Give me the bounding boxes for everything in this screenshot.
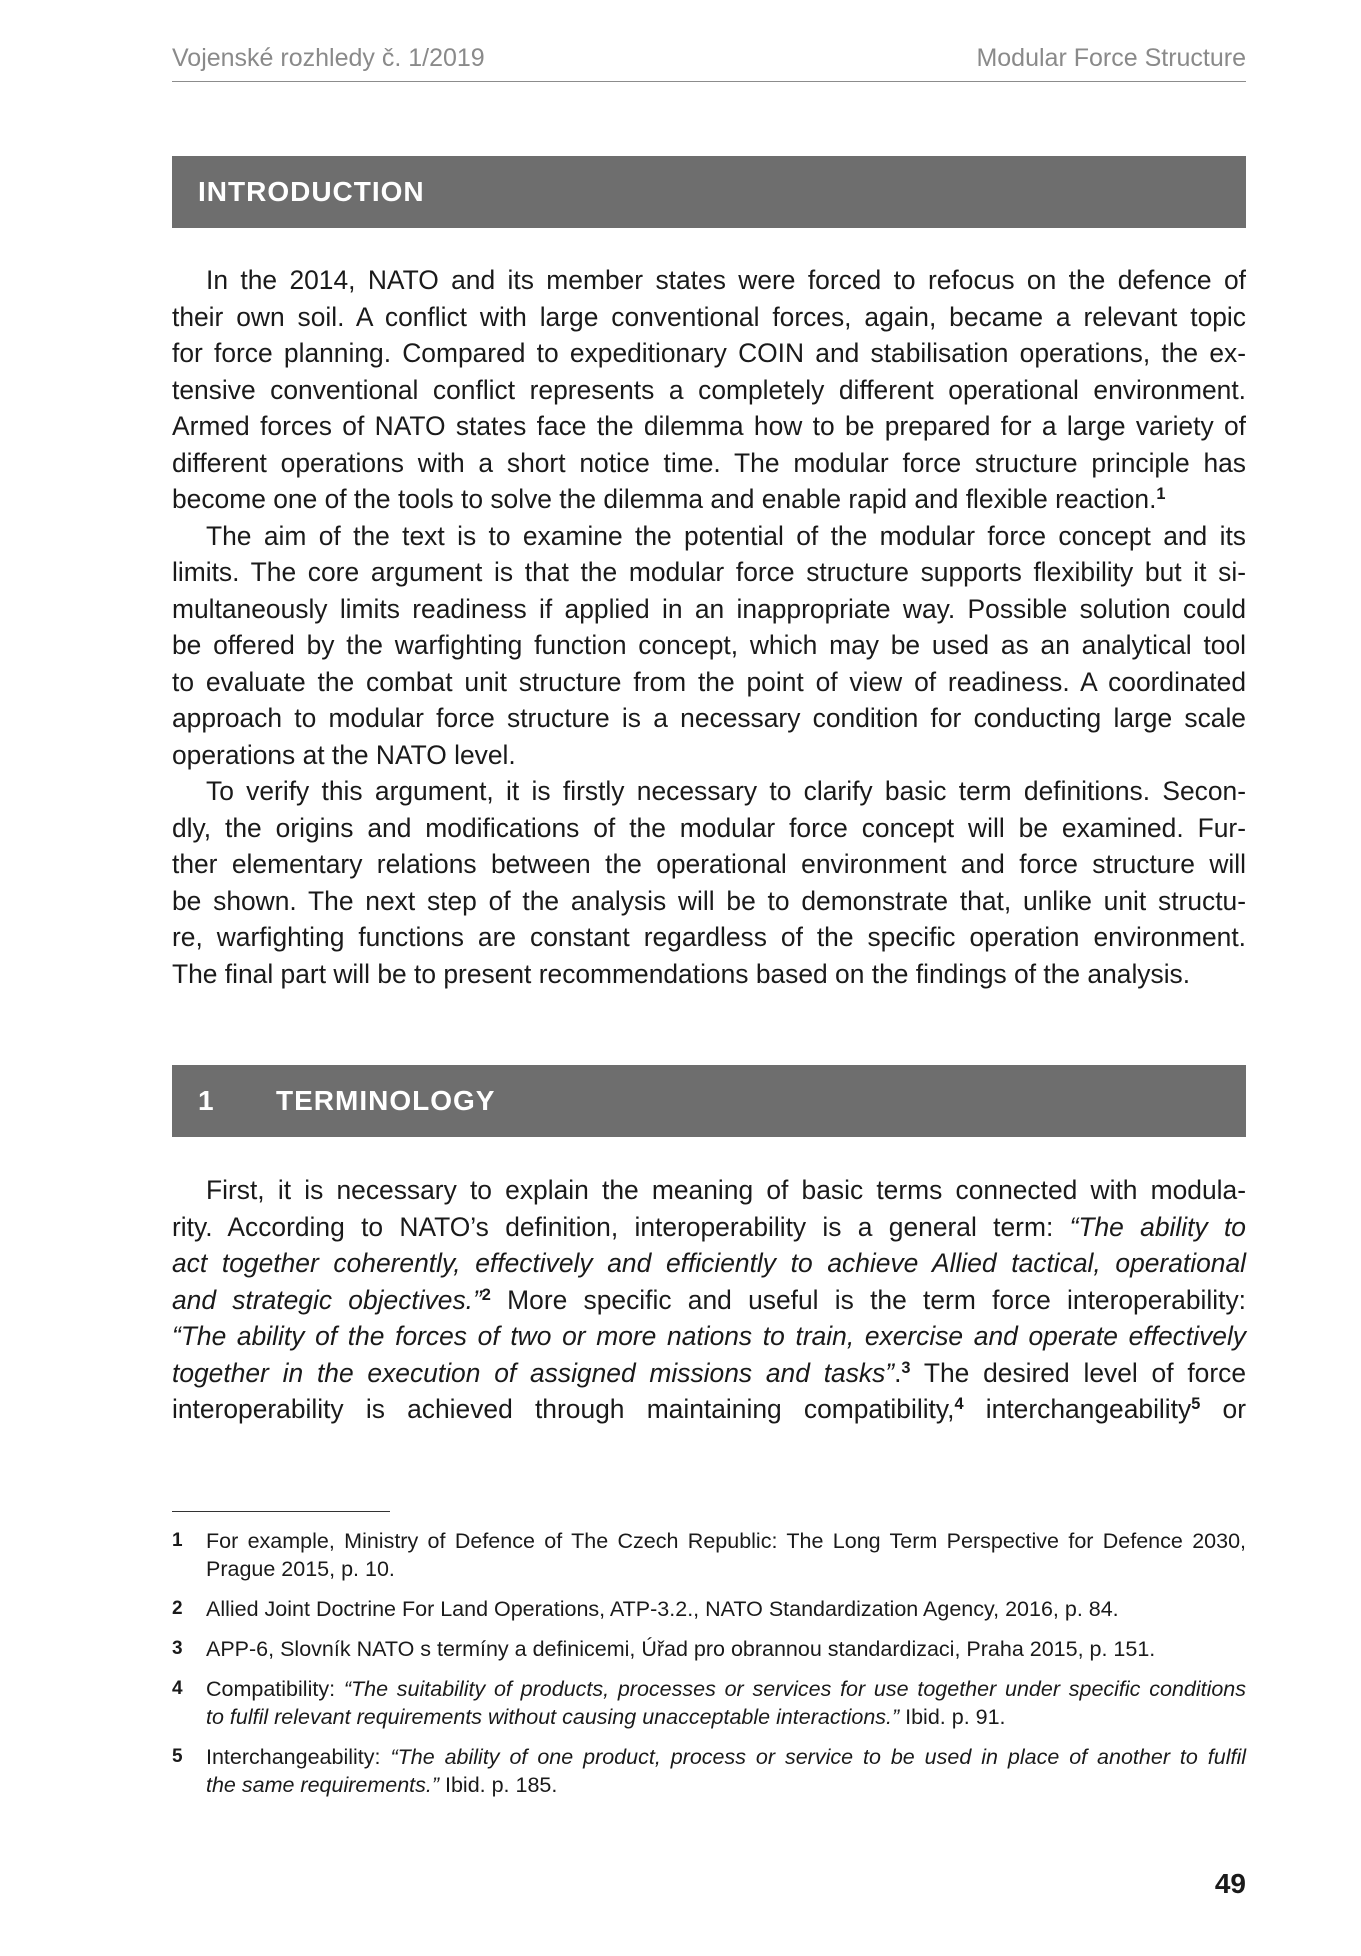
footnote-ref[interactable]: 4 (954, 1395, 964, 1413)
quote-text: together in the execution of assigned missions and tasks” (172, 1357, 895, 1388)
footnote-text (206, 1743, 1246, 1771)
paragraph-text: interchangeability (963, 1394, 1192, 1424)
article-short-title: Modular Force Structure (976, 44, 1246, 72)
footnote-3 (172, 1635, 1246, 1663)
footnote-number: 1 (172, 1530, 183, 1551)
introduction-body (172, 262, 1246, 992)
footnote-quote: the same requirements.” (206, 1773, 440, 1797)
paragraph-line (172, 1209, 1246, 1246)
paragraph-text: The desired level of force (910, 1357, 1246, 1388)
footnote-number: 2 (172, 1598, 183, 1619)
paragraph-line: be offered by the warfighting function concept, which may be used as an analytical tool (172, 630, 1246, 660)
footnote-ref[interactable]: 2 (481, 1285, 491, 1304)
paragraph-text: interoperability is achieved through maintaining compatibility, (172, 1394, 955, 1424)
paragraph-text: become one of the tools to solve the dilemma and enable rapid and flexible reaction. (172, 484, 1157, 514)
section-heading-terminology (172, 1065, 1246, 1137)
footnote-text: Prague 2015, p. 10. (206, 1557, 395, 1581)
footnote-separator (172, 1511, 390, 1512)
section-number: 1 (198, 1085, 215, 1116)
paragraph-text: More specific and useful is the term force interoperability: (490, 1284, 1246, 1315)
footnote-quote: to fulfil relevant requirements without causing unacceptable interactions.” (206, 1705, 900, 1729)
paragraph-line: to evaluate the combat unit structure from the point of view of readiness. A coordinated (172, 666, 1246, 697)
footnote-text (206, 1771, 1246, 1799)
footnote-label: Interchangeability: (206, 1745, 391, 1769)
footnote-1 (172, 1527, 1246, 1583)
quote-text: and strategic objectives.” (172, 1284, 482, 1315)
paragraph-line (172, 1245, 1246, 1282)
footnote-2 (172, 1595, 1246, 1623)
paragraph-text: rity. According to NATO’s definition, interoperability is a general term: (172, 1211, 1070, 1242)
paragraph-line: operations at the NATO level. (172, 739, 516, 770)
paragraph-line: limits. The core argument is that the modular force structure supports flexibility but it si- (172, 557, 1246, 587)
paragraph-line (172, 481, 1246, 518)
paragraph-line: approach to modular force structure is a necessary condition for conducting large scale (172, 703, 1246, 733)
journal-issue: Vojenské rozhledy č. 1/2019 (172, 44, 485, 72)
footnote-label: Compatibility: (206, 1677, 344, 1701)
section-title: TERMINOLOGY (276, 1085, 496, 1116)
paragraph-line: multaneously limits readiness if applied in an inappropriate way. Possible solution could (172, 593, 1246, 624)
quote-text: “The ability to (1069, 1211, 1246, 1242)
footnote-5 (172, 1743, 1246, 1799)
footnote-number: 5 (172, 1746, 183, 1767)
footnote-text (206, 1703, 1246, 1731)
footnote-text (206, 1675, 1246, 1703)
paragraph-line: First, it is necessary to explain the meaning of basic terms connected with modula- (206, 1175, 1246, 1205)
footnote-text: Allied Joint Doctrine For Land Operations, ATP-3.2., NATO Standardization Agency, 2016, p. 84. (206, 1597, 1119, 1621)
paragraph-line: different operations with a short notice time. The modular force structure principle has (172, 447, 1246, 478)
footnote-source: Ibid. p. 185. (439, 1773, 558, 1797)
footnote-text: For example, Ministry of Defence of The Czech Republic: The Long Term Perspective for Defence 2030, (206, 1529, 1246, 1553)
paragraph-line: To verify this argument, it is firstly necessary to clarify basic term definitions. Secon- (206, 776, 1246, 806)
paragraph-line: In the 2014, NATO and its member states were forced to refocus on the defence of (206, 265, 1246, 295)
paragraph-line: tensive conventional conflict represents a completely different operational environment. (172, 374, 1246, 405)
page-number: 49 (1214, 1868, 1246, 1899)
paragraph-line: for force planning. Compared to expeditionary COIN and stabilisation operations, the ex- (172, 338, 1246, 368)
paragraph-line: Armed forces of NATO states face the dilemma how to be prepared for a large variety of (172, 411, 1246, 441)
paragraph-line (172, 1355, 1246, 1392)
terminology-body (172, 1172, 1246, 1428)
paragraph-line (172, 1282, 1246, 1319)
paragraph-line: The aim of the text is to examine the potential of the modular force concept and its (206, 520, 1246, 551)
footnote-text: APP-6, Slovník NATO s termíny a definicemi, Úřad pro obrannou standardizaci, Praha 2015, p. 151. (206, 1637, 1156, 1661)
footnote-ref[interactable]: 5 (1191, 1395, 1201, 1413)
footnote-ref[interactable]: 1 (1156, 485, 1166, 503)
footnote-number: 3 (172, 1638, 183, 1659)
paragraph-line: The final part will be to present recommendations based on the findings of the analysis. (172, 958, 1191, 989)
footnote-ref[interactable]: 3 (901, 1358, 911, 1377)
running-header (172, 44, 1246, 82)
quote-text: “The ability of the forces of two or more nations to train, exercise and operate effectively (172, 1321, 1246, 1351)
paragraph-line: re, warfighting functions are constant regardless of the specific operation environment. (172, 922, 1246, 952)
section-heading-introduction (172, 156, 1246, 228)
footnote-source: Ibid. p. 91. (899, 1705, 1006, 1729)
paragraph-line: their own soil. A conflict with large conventional forces, again, became a relevant topic (172, 301, 1246, 332)
paragraph-text: . (894, 1357, 902, 1388)
paragraph-line: dly, the origins and modifications of the modular force concept will be examined. Fur- (172, 812, 1246, 843)
paragraph-line (172, 1318, 1246, 1355)
paragraph-line: be shown. The next step of the analysis will be to demonstrate that, unlike unit structu- (172, 885, 1246, 916)
paragraph-text: or (1200, 1394, 1246, 1424)
quote-text: act together coherently, effectively and efficiently to achieve Allied tactical, operational (172, 1248, 1246, 1278)
footnote-quote: “The ability of one product, process or service to be used in place of another to fulfil (390, 1745, 1246, 1769)
footnote-number: 4 (172, 1678, 183, 1699)
paragraph-line: ther elementary relations between the operational environment and force structure will (172, 849, 1246, 879)
footnotes (172, 1527, 1246, 1811)
section-title: INTRODUCTION (198, 176, 425, 207)
footnote-quote: “The suitability of products, processes or services for use together under specific conditions (343, 1677, 1247, 1701)
footnote-4 (172, 1675, 1246, 1731)
paragraph-line (172, 1391, 1246, 1428)
